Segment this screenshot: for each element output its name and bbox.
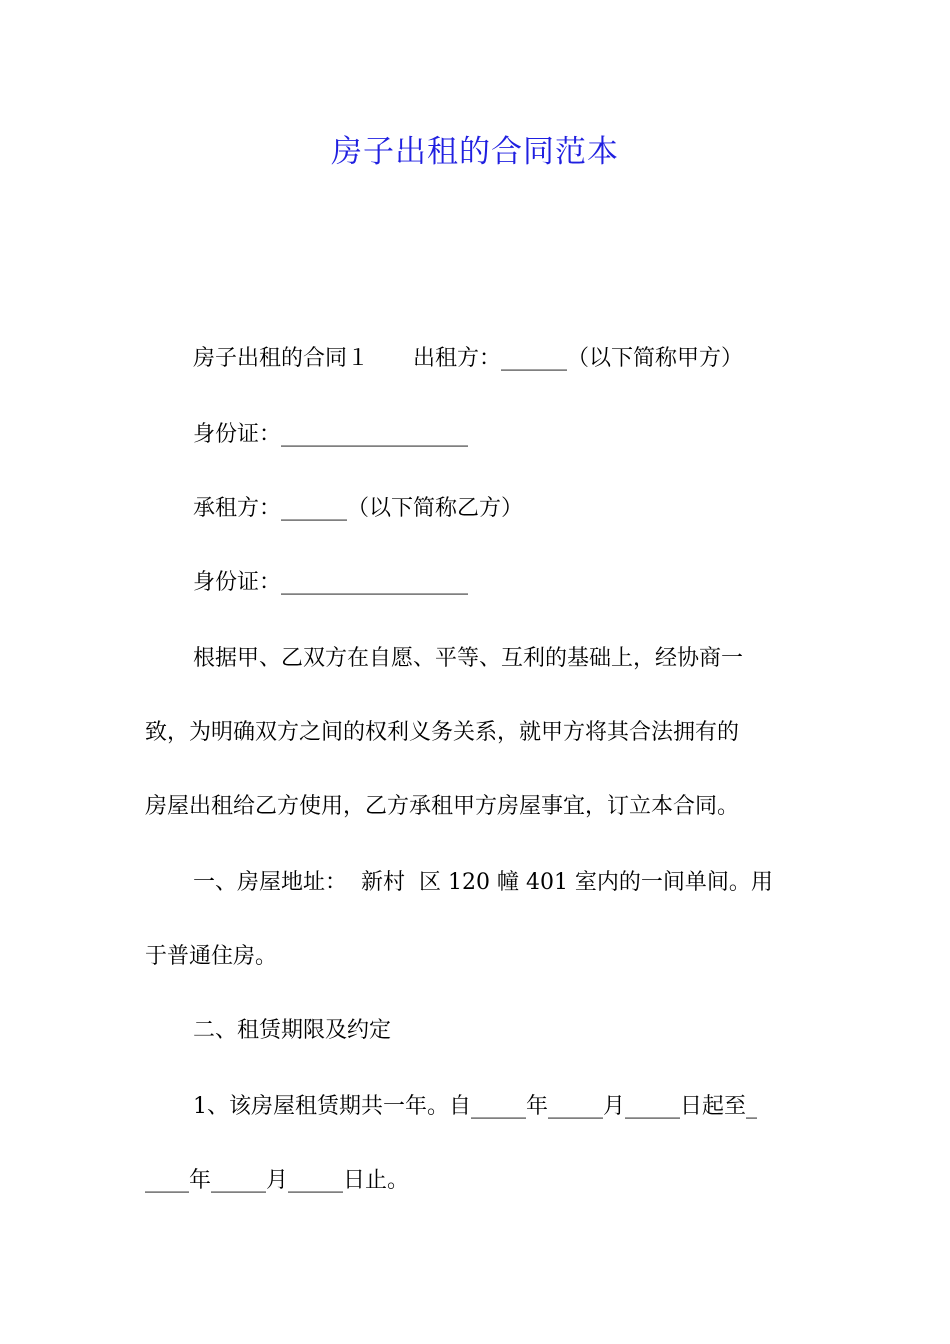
paragraph-line-7: 房屋出租给乙方使用，乙方承租甲方房屋事宜，订立本合同。 [145,794,740,819]
paragraph-line-12: ____年_____月_____日止。 [145,1168,410,1193]
paragraph-line-11: 1、该房屋租赁期共一年。自_____年_____月_____日起至_ [193,1094,757,1119]
paragraph-line-3: 承租方：______（以下简称乙方） [193,496,524,521]
paragraph-line-4: 身份证：_________________ [193,570,469,595]
paragraph-line-5: 根据甲、乙双方在自愿、平等、互利的基础上，经协商一 [193,646,744,671]
document-title: 房子出租的合同范本 [331,134,619,170]
paragraph-line-1: 房子出租的合同１ 出租方：______（以下简称甲方） [193,346,744,371]
paragraph-line-10: 二、租赁期限及约定 [193,1018,392,1043]
paragraph-line-6: 致，为明确双方之间的权利义务关系，就甲方将其合法拥有的 [145,720,740,745]
paragraph-line-9: 于普通住房。 [145,944,278,969]
paragraph-line-2: 身份证：_________________ [193,422,469,447]
paragraph-line-8: 一、房屋地址： 新村 区 120 幢 401 室内的一间单间。用 [193,870,773,895]
